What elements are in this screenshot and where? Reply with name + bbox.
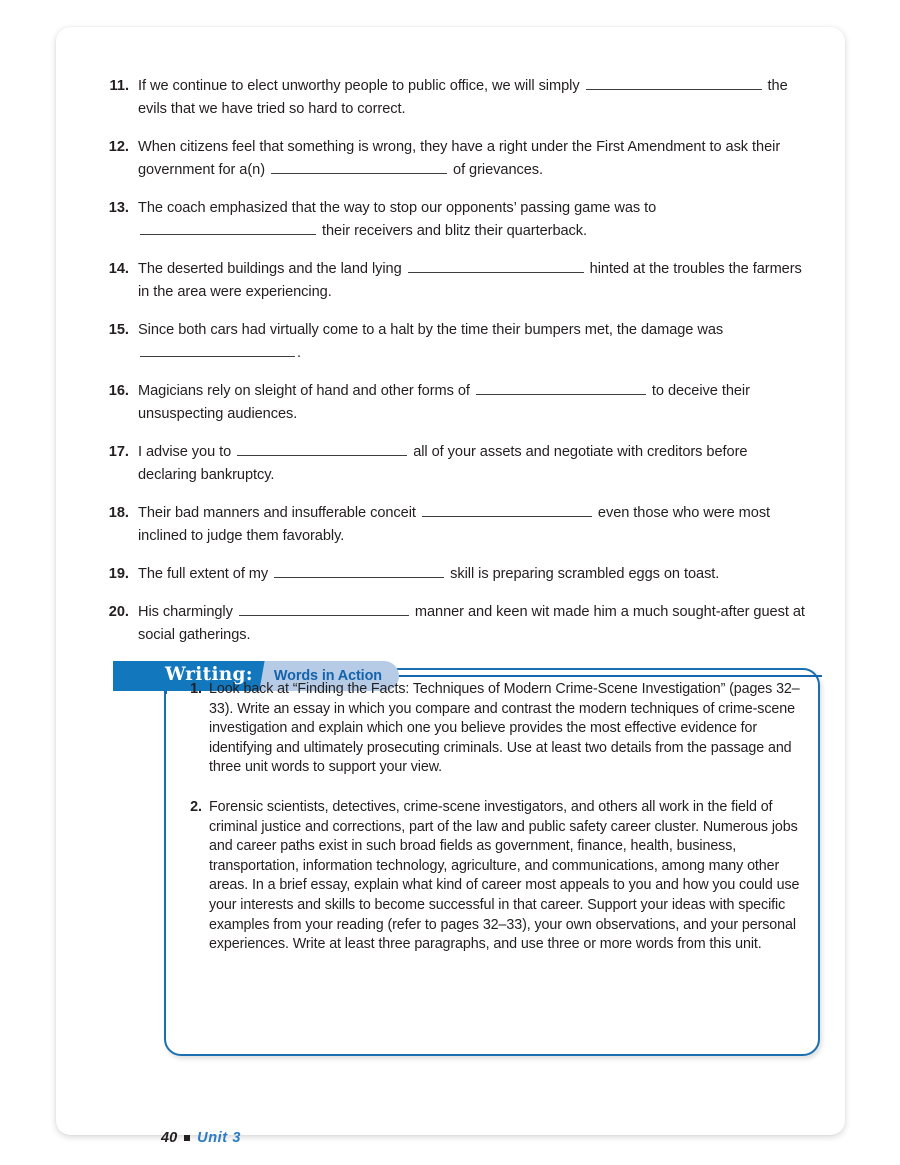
answer-blank[interactable] [239,603,409,616]
exercise-text [138,258,805,304]
answer-blank[interactable] [408,260,584,273]
exercise-text-run: Magicians rely on sleight of hand and other forms of [138,383,474,399]
writing-prompt-item [188,798,800,955]
exercise-number: 14. [108,261,129,277]
answer-blank[interactable] [237,443,407,456]
answer-blank[interactable] [140,344,295,357]
exercise-item [105,502,805,548]
banner-horizontal-rule [390,675,822,677]
footer-unit-label: Unit 3 [197,1130,242,1146]
exercise-text-run: manner and keen wit made him a much sought-after guest at social gatherings. [138,604,805,643]
exercise-number: 11. [109,78,129,94]
writing-prompt-text: Look back at “Finding the Facts: Techniques of Modern Crime-Scene Investigation” (pages 32–33). Write an essay in which you compare and contrast the modern techniques of crime-scene investigation and explain which one you believe provides the most effective evidence for identifying and ultimately prosecuting criminals. Use at least two details from the passage and three unit words to support your view. [209,681,800,776]
exercise-text-run: The deserted buildings and the land lying [138,261,406,277]
square-bullet-icon [184,1135,190,1141]
exercise-text [138,441,805,487]
exercise-text [138,380,805,426]
writing-prompt-number: 2. [190,798,202,815]
exercise-text [138,197,805,243]
exercise-text [138,502,805,548]
exercise-text-run: all of your assets and negotiate with creditors before declaring bankruptcy. [138,444,748,483]
exercise-text-run: skill is preparing scrambled eggs on toast. [446,566,720,582]
exercise-text-run: If we continue to elect unworthy people to public office, we will simply [138,78,584,94]
exercise-item [105,136,805,182]
exercise-number: 12. [108,139,129,155]
answer-blank[interactable] [476,382,646,395]
exercise-text-run: hinted at the troubles the farmers in the area were experiencing. [138,261,802,300]
exercise-item [105,197,805,243]
exercise-number: 13. [108,200,129,216]
exercise-list [105,75,805,662]
writing-prompt-text: Forensic scientists, detectives, crime-scene investigators, and others all work in the field of criminal justice and corrections, part of the law and public safety career cluster. Numerous jobs and career paths exist in such broad fields as government, finance, health, business, transportation, information technology, agriculture, and communications, among many other areas. In a brief essay, explain what kind of career most appeals to you and how you could use your interests and skills to become successful in that career. Support your ideas with specific examples from your reading (refer to pages 32–33), your own observations, and your personal experiences. Write at least three paragraphs, and use three or more words from this unit. [209,798,800,953]
exercise-item [105,441,805,487]
writing-banner-subtitle: Words in Action [273,668,382,684]
exercise-number: 15. [108,322,129,338]
exercise-text [138,563,805,586]
writing-prompt-number: 1. [190,681,202,697]
answer-blank[interactable] [140,222,316,235]
exercise-item [105,380,805,426]
exercise-item [105,563,805,586]
exercise-text-run: When citizens feel that something is wrong, they have a right under the First Amendment to ask their government for a(n) [138,139,781,178]
exercise-text-run: the evils that we have tried so hard to correct. [138,78,788,117]
answer-blank[interactable] [422,504,592,517]
writing-banner-title: Writing: [165,663,253,685]
writing-prompt-list [188,680,800,975]
exercise-number: 19. [108,566,129,582]
exercise-item [105,319,805,365]
answer-blank[interactable] [274,565,444,578]
exercise-item [105,75,805,121]
footer-page-number: 40 [161,1130,178,1146]
exercise-text-run: The full extent of my [138,566,273,582]
writing-prompt-item [188,680,800,778]
exercise-text [138,319,805,365]
exercise-number: 18. [108,505,129,521]
exercise-text-run: Since both cars had virtually come to a halt by the time their bumpers met, the damage was [138,322,724,338]
page-sheet [56,27,845,1146]
exercise-text-run: their receivers and blitz their quarterback. [318,223,588,239]
exercise-text-run: I advise you to [138,444,236,460]
exercise-number: 17. [108,444,129,460]
exercise-text-run: of grievances. [449,162,544,178]
writing-section [56,635,900,1075]
answer-blank[interactable] [586,77,762,90]
exercise-text [138,75,805,121]
exercise-number: 20. [108,604,129,620]
answer-blank[interactable] [271,161,447,174]
exercise-text-run: . [297,345,301,361]
exercise-text [138,136,805,182]
exercise-text-run: The coach emphasized that the way to stop our opponents’ passing game was to [138,200,657,216]
exercise-text-run: to deceive their unsuspecting audiences. [138,383,750,422]
exercise-number: 16. [108,383,129,399]
exercise-item [105,258,805,304]
page-footer [161,1130,241,1146]
exercise-text-run: His charmingly [138,604,237,620]
exercise-text-run: even those who were most inclined to judge them favorably. [138,505,771,544]
exercise-text-run: Their bad manners and insufferable conceit [138,505,420,521]
